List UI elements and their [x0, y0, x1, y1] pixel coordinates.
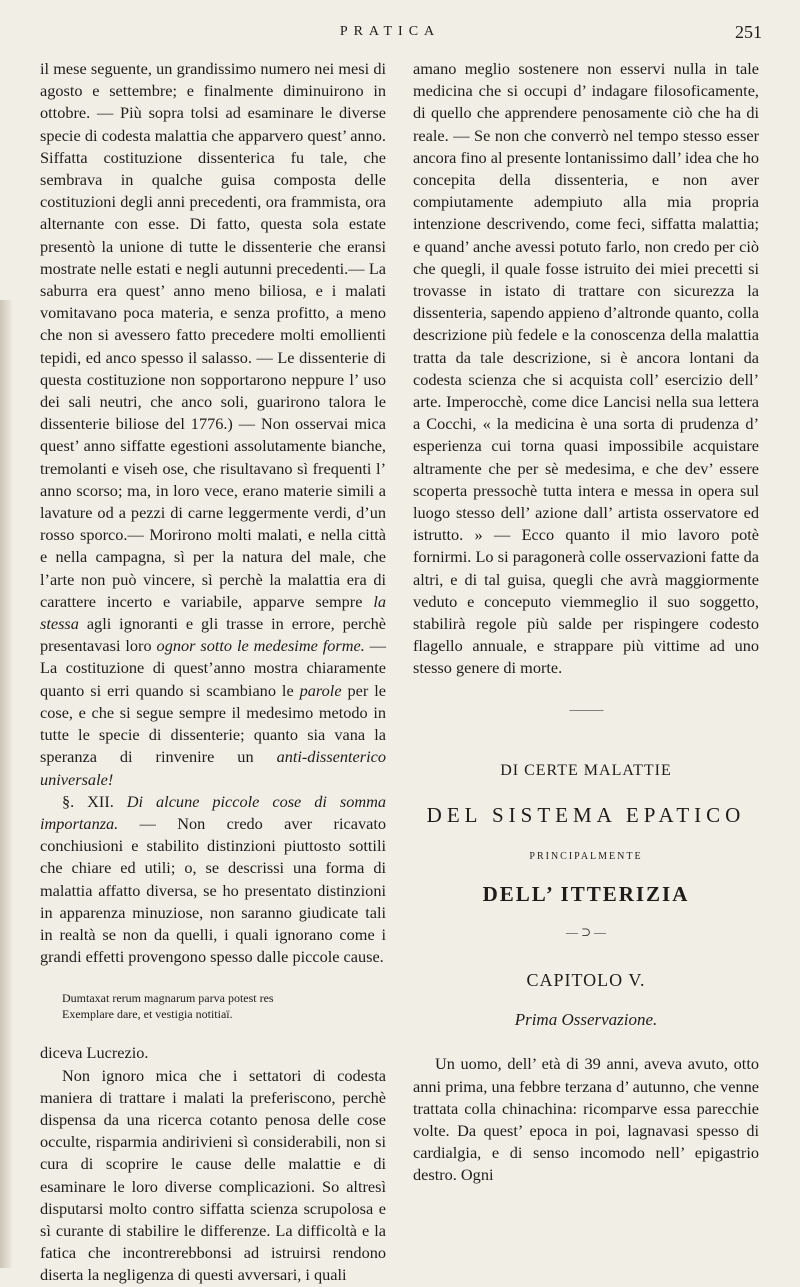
right-paragraph-2: Un uomo, dell’ età di 39 anni, aveva avuto, otto anni prima, una febbre terzana d’ autunno, che venne trattata colla chinachina: ricomparve essa parecchie volte. Da quest’ epoca in poi, lagnavasi spesso di cardialgia, e di senso incomodo nell’ epigastrio destro. Ogni	[413, 1054, 759, 1185]
left-p1-text-c: — La costituzione di quest’anno mostra chiaramente quanto si erri quando si scambiano le	[40, 636, 386, 700]
heading-sistema-epatico: DEL SISTEMA EPATICO	[426, 803, 746, 828]
section-number: §. XII.	[62, 791, 127, 811]
left-p1-italic-4: anti-dissenterico universale!	[40, 747, 386, 789]
ornament-separator: — ⊃ —	[565, 924, 607, 939]
lucretius-quote	[62, 990, 386, 1022]
observation-heading: Prima Osservazione.	[514, 1010, 658, 1030]
quote-line-2: Exemplare dare, et vestigia notitiaï.	[62, 1007, 233, 1022]
left-paragraph-3: diceva Lucrezio.	[40, 1043, 149, 1063]
left-p1-text-d: per le cose, e che si segue sempre il medesimo metodo in tutte le specie di dissenterie; quanto sia vana la speranza di rinvenire un	[40, 680, 387, 767]
left-p1-text-b: agli ignoranti e gli trasse in errore, perchè presentavasi loro	[40, 614, 386, 656]
left-p1-italic-3: parole	[299, 680, 342, 700]
left-p1-italic-1: la stessa	[40, 591, 386, 634]
page-number: 251	[735, 22, 762, 42]
chapter-heading: CAPITOLO V.	[526, 969, 646, 990]
left-p1-italic-2: ognor sotto le medesime forme.	[156, 636, 365, 656]
section-title: Di alcune piccole cose di somma importanza.	[40, 791, 386, 833]
running-title: PRATICA	[339, 24, 441, 39]
right-column	[413, 58, 759, 1187]
section-text: — Non credo aver ricavato conchiusioni e stabilito distinzioni piuttosto sottili che chiare ed utili; o, se descrissi una forma di malattia affatto diversa, se ho presentato distinzioni in apparenza minuziose, non saranno giudicate tali in realtà se non da quelli, i quali ignorano come i grandi effetti provengono spesso dalle piccole cause.	[40, 813, 386, 967]
page-header	[0, 14, 800, 54]
left-paragraph-1	[40, 58, 386, 791]
heading-principalmente: PRINCIPALMENTE	[529, 851, 643, 863]
heading-itterizia: DELL’ ITTERIZIA	[482, 881, 690, 906]
short-separator: ———	[569, 701, 603, 716]
page-gutter-shadow	[0, 300, 12, 1268]
heading-di-certe-malattie: DI CERTE MALATTIE	[500, 761, 672, 779]
quote-line-1: Dumtaxat rerum magnarum parva potest res	[62, 991, 274, 1006]
right-paragraph-1: amano meglio sostenere non esservi nulla in tale medicina che si occupi d’ indagare filosoficamente, di quello che apprendere penosamente ciò che ha di reale. — Se non che converrò nel tempo stesso esser ancora fino al presente lontanissimo dall’ idea che ho concepita della dissenteria, e non aver compiutamente adempiuto alla mia propria intenzione descrivendo, come feci, siffatta malattia; e quand’ anche avessi potuto farlo, non credo per ciò che quegli, il quale fosse istruito dei miei precetti si trovasse in istato di trattare con sicurezza la dissenteria, sapendo appieno d’altronde quanto, colla descrizione più fedele e la conoscenza della malattia tratta da tale descrizione, si è ancora lontani da codesta scienza che si acquista coll’ esercizio dell’ arte. Imperocchè, come dice Lancisi nella sua lettera a Cocchi, « la medicina è una sorta di prudenza d’ esperienza cui torna quasi impossibile acquistare altramente che per sè medesima, e che dev’ essere scoperta pressochè tutta intera e messa in opera sul luogo stesso dell’ azione dall’ artista osservatore ed istrutto. » — Ecco quanto il mio lavoro potè fornirmi. Lo si paragonerà colle osservazioni fatte da altri, e di tal guisa, quegli che avrà maggiormente veduto e conceputo viemmeglio il suo soggetto, stabilirà regole più salde per rispingere codesto flagello annuale, e strappare più vittime ad uno stesso genere di morte.	[413, 59, 759, 678]
left-column	[40, 58, 386, 1287]
left-paragraph-section-xii	[40, 791, 386, 969]
left-paragraph-4: Non ignoro mica che i settatori di codesta maniera di trattare i malati la preferiscono, perchè dispensa da una ricerca cotanto penosa delle cose occulte, risparmia andirivieni sì considerabili, non si cura di scoprire le cause delle malattie e di esaminare le loro diverse complicazioni. So altresì disputarsi molto contro siffatta scienza scrupolosa e sì curante di stabilire le differenze. La difficoltà e la fatica che incontrerebbonsi ad istruirsi rendono diserta la negligenza di questi avversari, i quali	[40, 1065, 386, 1285]
left-p1-text: il mese seguente, un grandissimo numero nei mesi di agosto e settembre; e finalmente diminuirono in ottobre. — Più sopra tolsi ad esaminare le diverse specie di codesta malattia che apparvero quest’ anno. Siffatta costituzione dissenterica fu tale, che sembrava in qualche guisa composta delle costituzioni degli anni precedenti, ora frammista, ora alternante con esse. Di fatto, questa sola estate presentò la unione di tutte le dissenterie che eransi mostrate nelle estati e negli autunni precedenti.— La saburra era quest’ anno meno biliosa, e i malati vomitavano poca materia, e senza profitto, a meno che non si avessero fatto precedere molti emollienti tepidi, ed anco spesso il salasso. — Le dissenterie di questa costituzione non sopportarono neppure l’ uso dei sali neutri, che anco soli, guarirono talora le dissenterie biliose del 1776.) — Non osservai mica quest’ anno siffatte egestioni assolutamente bianche, tremolanti e viseh ose, che risultavano sì frequenti l’ anno scorso; ma, in loro vece, erano materie simili a lavature od a pezzi di carne leggermente verdi, d’un rosso sporco.— Morirono molti malati, e nella città e nella campagna, sì per la natura del male, che l’arte non può vincere, sì perchè la malattia era di carattere incerto e variabile, apparve sempre	[40, 59, 386, 611]
